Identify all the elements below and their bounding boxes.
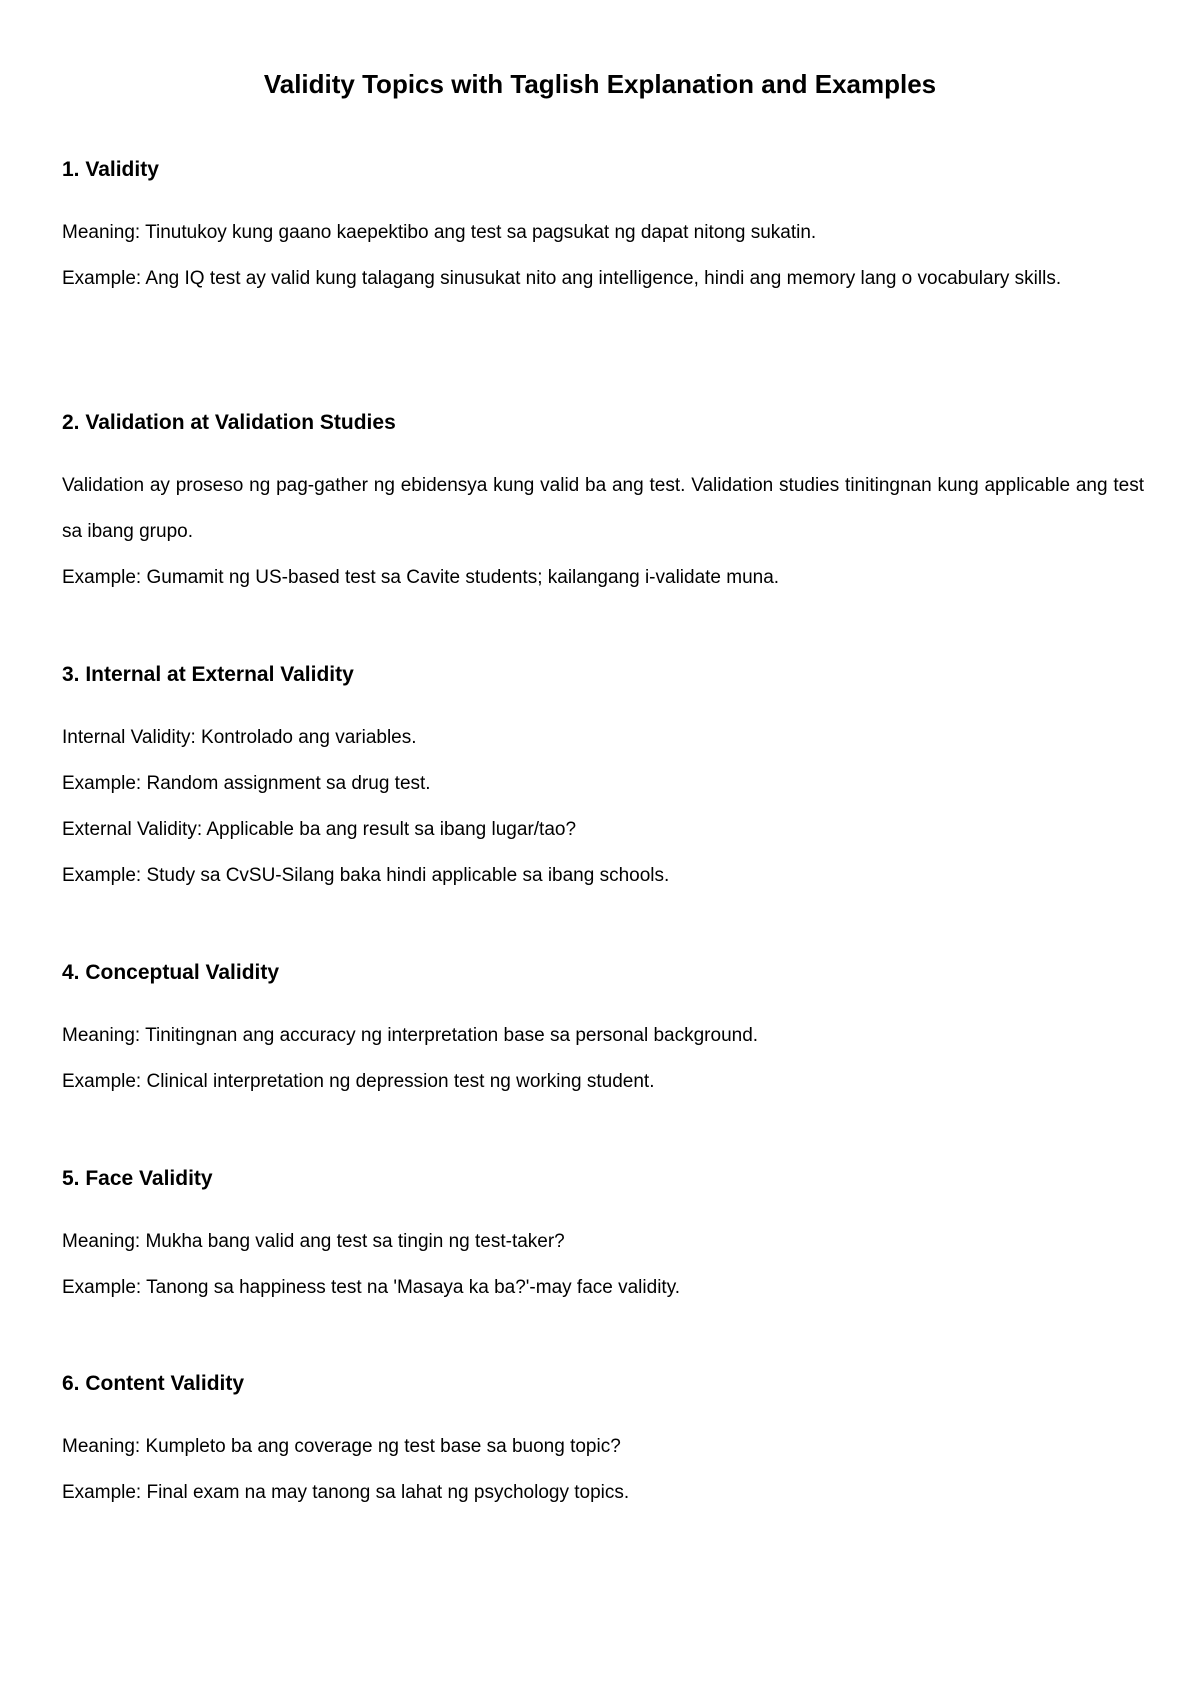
meaning-text: Meaning: Tinitingnan ang accuracy ng interpretation base sa personal background. xyxy=(62,1025,759,1046)
example-text: Example: Clinical interpretation ng depression test ng working student. xyxy=(62,1071,655,1092)
example-text: Example: Tanong sa happiness test na 'Masaya ka ba?'-may face validity. xyxy=(62,1277,681,1298)
section-validity xyxy=(62,156,1144,302)
section-conceptual-validity xyxy=(62,959,1144,1105)
internal-validity-text: Internal Validity: Kontrolado ang variables. xyxy=(62,727,417,748)
external-validity-text: External Validity: Applicable ba ang result sa ibang lugar/tao? xyxy=(62,819,577,840)
definition-text: Validation ay proseso ng pag-gather ng ebidensya kung valid ba ang test. Validation studies tinitingnan kung applicable ang test sa ibang grupo. xyxy=(62,475,1144,542)
example-text: Example: Ang IQ test ay valid kung talagang sinusukat nito ang intelligence, hindi ang memory lang o vocabulary skills. xyxy=(62,268,1062,289)
section-internal-external-validity xyxy=(62,661,1144,899)
section-heading: 6. Content Validity xyxy=(62,1372,245,1395)
section-face-validity xyxy=(62,1165,1144,1311)
meaning-text: Meaning: Kumpleto ba ang coverage ng test base sa buong topic? xyxy=(62,1436,621,1457)
example-text: Example: Random assignment sa drug test. xyxy=(62,773,431,794)
section-content-validity xyxy=(62,1370,1144,1516)
section-validation-studies xyxy=(62,409,1144,601)
example-text: Example: Final exam na may tanong sa lahat ng psychology topics. xyxy=(62,1482,630,1503)
section-heading: 5. Face Validity xyxy=(62,1167,213,1190)
example-text: Example: Gumamit ng US-based test sa Cavite students; kailangang i-validate muna. xyxy=(62,567,780,588)
section-heading: 4. Conceptual Validity xyxy=(62,961,280,984)
meaning-text: Meaning: Mukha bang valid ang test sa tingin ng test-taker? xyxy=(62,1231,565,1252)
document-title: Validity Topics with Taglish Explanation and Examples xyxy=(263,69,937,99)
section-heading: 1. Validity xyxy=(62,158,159,181)
section-heading: 2. Validation at Validation Studies xyxy=(62,411,396,434)
section-heading: 3. Internal at External Validity xyxy=(62,663,354,686)
example-text: Example: Study sa CvSU-Silang baka hindi applicable sa ibang schools. xyxy=(62,865,670,886)
meaning-text: Meaning: Tinutukoy kung gaano kaepektibo ang test sa pagsukat ng dapat nitong sukatin. xyxy=(62,222,817,243)
